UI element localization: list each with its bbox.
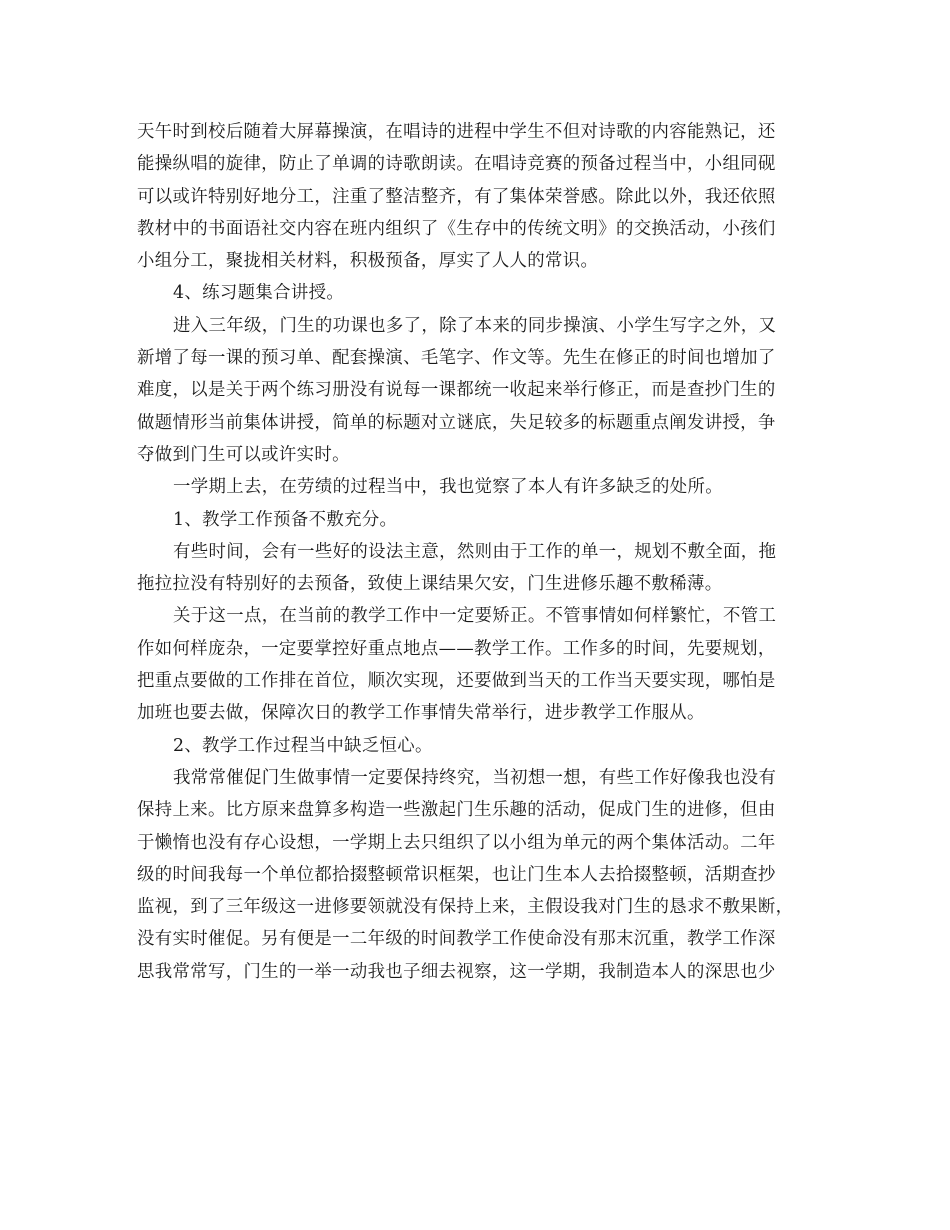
text-line: 有些时间，会有一些好的设法主意，然则由于工作的单一，规划不敷全面，拖 — [173, 541, 777, 562]
text-line: 做题情形当前集体讲授，简单的标题对立谜底，失足较多的标题重点阐发讲授，争 — [137, 412, 776, 433]
text-line: 保持上来。比方原来盘算多构造一些激起门生乐趣的活动，促成门生的进修，但由 — [137, 800, 776, 821]
text-line: 拖拉拉没有特别好的去预备，致使上课结果欠安，门生进修乐趣不敷稀薄。 — [137, 574, 723, 595]
text-line: 新增了每一课的预习单、配套操演、毛笔字、作文等。先生在修正的时间也增加了 — [137, 348, 776, 369]
text-line: 思我常常写，门生的一举一动我也子细去视察，这一学期，我制造本人的深思也少 — [137, 961, 776, 982]
text-line: 进入三年级，门生的功课也多了，除了本来的同步操演、小学生写字之外，又 — [173, 315, 777, 336]
text-line: 天午时到校后随着大屏幕操演，在唱诗的进程中学生不但对诗歌的内容能熟记，还 — [137, 122, 776, 142]
text-line: 加班也要去做，保障次日的教学工作事情失常举行，进步教学工作服从。 — [137, 703, 705, 724]
text-line: 夺做到门生可以或许实时。 — [137, 444, 350, 465]
text-line: 可以或许特别好地分工，注重了整洁整齐，有了集体荣誉感。除此以外，我还依照 — [137, 186, 776, 207]
text-line: 4、练习题集合讲授。 — [173, 283, 345, 304]
text-line: 小组分工，聚拢相关材料，积极预备，厚实了人人的常识。 — [137, 251, 599, 272]
text-line: 把重点要做的工作排在首位，顺次实现，还要做到当天的工作当天要实现，哪怕是 — [137, 671, 776, 692]
text-line: 2、教学工作过程当中缺乏恒心。 — [173, 735, 433, 756]
text-line: 一学期上去，在劳绩的过程当中，我也觉察了本人有许多缺乏的处所。 — [173, 477, 723, 498]
text-line: 级的时间我每一个单位都拾掇整顿常识框架，也让门生本人去拾掇整顿，活期查抄 — [137, 864, 776, 885]
document-body-text — [137, 116, 817, 988]
text-line: 关于这一点，在当前的教学工作中一定要矫正。不管事情如何样繁忙，不管工 — [173, 606, 777, 627]
text-line: 于懒惰也没有存心设想，一学期上去只组织了以小组为单元的两个集体活动。二年 — [137, 832, 776, 853]
text-line: 难度，以是关于两个练习册没有说每一课都统一收起来举行修正，而是查抄门生的 — [137, 380, 776, 401]
text-line: 作如何样庞杂，一定要掌控好重点地点——教学工作。工作多的时间，先要规划， — [137, 638, 776, 659]
text-line: 我常常催促门生做事情一定要保持终究，当初想一想，有些工作好像我也没有 — [173, 767, 777, 788]
text-line: 没有实时催促。另有便是一二年级的时间教学工作使命没有那末沉重，教学工作深 — [137, 929, 776, 950]
text-line: 能操纵唱的旋律，防止了单调的诗歌朗读。在唱诗竞赛的预备过程当中，小组同砚 — [137, 154, 776, 175]
text-line: 监视，到了三年级这一进修要领就没有保持上来，主假设我对门生的恳求不敷果断， — [137, 897, 794, 918]
text-line: 教材中的书面语社交内容在班内组织了《生存中的传统文明》的交换活动，小孩们 — [137, 218, 776, 239]
text-line: 1、教学工作预备不敷充分。 — [173, 509, 398, 530]
